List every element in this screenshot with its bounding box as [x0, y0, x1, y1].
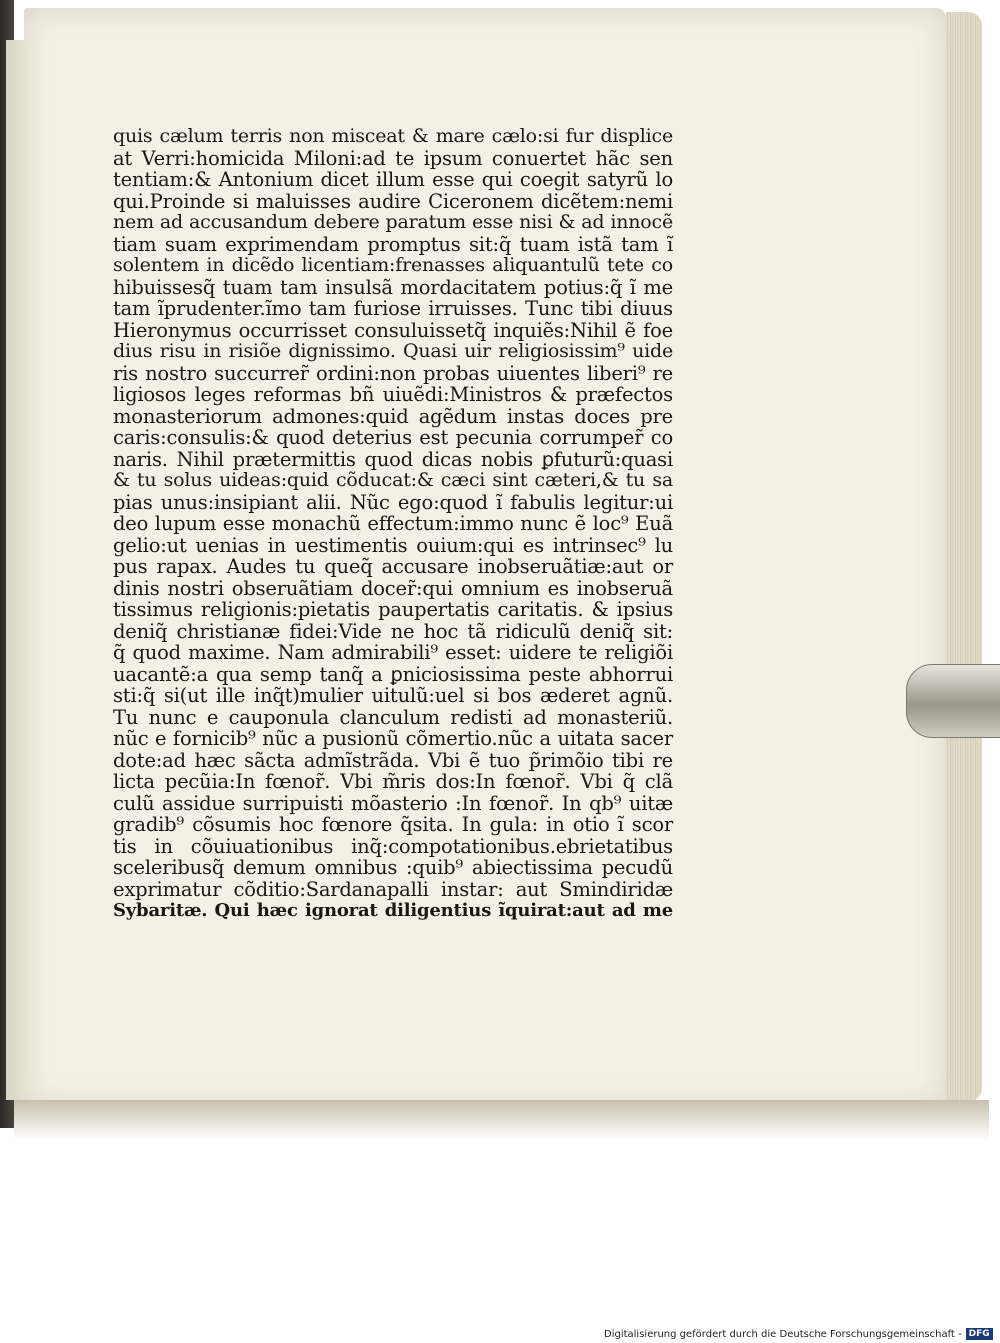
digitization-credit	[604, 1327, 993, 1343]
text-line: caris:consulis:& quod deterius est pecunia corrumper̃ co	[113, 426, 673, 449]
text-line: tissimus religionis:pietatis paupertatis caritatis. & ipsius	[113, 598, 673, 621]
text-line: exprimatur cõditio:Sardanapalli instar: aut Smindiridæ	[113, 877, 673, 901]
text-line: pias unus:insipiant alii. Nũc ego:quod ĩ fabulis legitur:ui	[113, 490, 673, 514]
text-line: qui.Proinde si maluisses audire Ciceronem dicẽtem:nemi	[113, 189, 673, 213]
dfg-logo-icon: DFG	[966, 1328, 993, 1340]
text-line: tiam suam exprimendam promptus sit:q̃ tuam istã tam ĩ	[113, 232, 673, 256]
text-line: solentem in dicẽdo licentiam:frenasses aliquantulũ tete co	[113, 254, 673, 276]
text-line: culũ assidue surripuisti mõasterio :In fœnor̃. In qb⁹ uitæ	[113, 791, 673, 815]
page-text-block	[113, 126, 673, 922]
page-stack-edges	[946, 12, 982, 1102]
text-line: dote:ad hæc sãcta admĩstrãda. Vbi ẽ tuo p̃rimõio tibi re	[113, 748, 673, 772]
text-line: tis in cõuiuationibus inq̃:compotationibus.ebrietatibus	[113, 834, 673, 858]
text-line: ris nostro succurrer̃ ordini:non probas uiuentes liberi⁹ re	[113, 361, 673, 385]
text-line: ligiosos leges reformas bñ uiuẽdi:Ministros & præfectos	[113, 383, 673, 406]
text-line: gradib⁹ cõsumis hoc fœnore q̃sita. In gula: in otio ĩ scor	[113, 813, 673, 836]
text-line: tam ĩprudenter.ĩmo tam furiose irruisses. Tunc tibi diuus	[113, 297, 673, 320]
text-line: sti:q̃ si(ut ille inq̃t)mulier uitulũ:uel si bos æderet agnũ.	[113, 684, 673, 707]
text-line: licta pecũia:In fœnor̃. Vbi m̃ris dos:In fœnor̃. Vbi q̃ clã	[113, 770, 673, 793]
text-line: & tu solus uideas:quid cõducat:& cæci sint cæteri,& tu sa	[113, 469, 673, 491]
text-line: pus rapax. Audes tu queq̃ accusare inobseruãtiæ:aut or	[113, 555, 673, 578]
text-line: deo lupum esse monachũ effectum:immo nunc ẽ loc⁹ Euã	[113, 512, 673, 535]
page-bottom-shadow	[14, 1100, 989, 1140]
text-line: uacantẽ:a qua semp tanq̃ a ꝑniciosissima peste abhorrui	[113, 662, 673, 686]
text-line: Sybaritæ. Qui hæc ignorat diligentius ĩquirat:aut ad me	[113, 900, 673, 921]
text-line: monasteriorum admones:quid agẽdum instas doces pre	[113, 404, 673, 428]
text-line: dinis nostri obseruãtiam docer̃:qui omnium es inobseruã	[113, 576, 673, 600]
text-line: quis cælum terris non misceat & mare cælo:si fur displice	[113, 125, 673, 147]
text-line: at Verri:homicida Miloni:ad te ipsum conuertet hãc sen	[113, 146, 673, 170]
text-line: gelio:ut uenias in uestimentis ouium:qui es intrinsec⁹ lu	[113, 533, 673, 557]
text-line: sceleribusq̃ demum omnibus :quib⁹ abiectissima pecudũ	[113, 856, 673, 879]
text-line: Tu nunc e cauponula clanculum redisti ad monasteriũ.	[113, 705, 673, 729]
text-line: deniq̃ christianæ fidei:Vide ne hoc tã ridiculũ deniq̃ sit:	[113, 619, 673, 643]
text-line: nũc e fornicib⁹ nũc a pusionũ cõmertio.nũc a uitata sacer	[113, 727, 673, 750]
text-line: nem ad accusandum debere paratum esse nisi & ad innocẽ	[113, 211, 673, 233]
text-line: naris. Nihil prætermittis quod dicas nobis ꝑfuturũ:quasi	[113, 447, 673, 471]
text-line: dius risu in risiõe dignissimo. Quasi uir religiosissim⁹ uide	[113, 340, 673, 362]
text-line: q̃ quod maxime. Nam admirabili⁹ esset: uidere te religiõi	[113, 641, 673, 664]
text-line: hibuissesq̃ tuam tam insulsã mordacitatem potius:q̃ ĩ me	[113, 275, 673, 299]
credit-text: Digitalisierung gefördert durch die Deutsche Forschungsgemeinschaft -	[604, 1329, 962, 1340]
text-line: tentiam:& Antonium dicet illum esse qui coegit satyrũ lo	[113, 168, 673, 191]
text-line: Hieronymus occurrisset consuluissetq̃ inquiẽs:Nihil ẽ foe	[113, 318, 673, 342]
book-clip	[906, 664, 1000, 738]
